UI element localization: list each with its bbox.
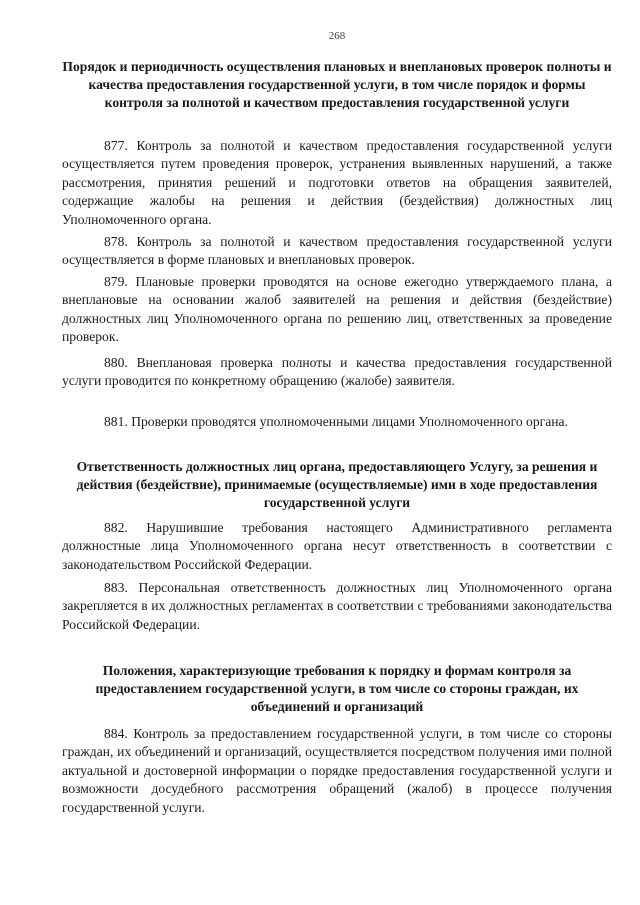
paragraph-884: 884. Контроль за предоставлением государственной услуги, в том числе со стороны граждан, их объединений и организаций, осуществляется посредством получения ими полной актуальной и достоверной информации о порядке предоставления государственной услуги и возможности досудебного рассмотрения обращений (жалоб) в процессе получения государственной услуги.: [62, 726, 612, 815]
paragraph-879: 879. Плановые проверки проводятся на основе ежегодно утверждаемого плана, а внеплановые на основании жалоб заявителей на решения и действия (бездействие) должностных лиц Уполномоченного органа по решению лиц, ответственных за проведение проверок.: [62, 274, 612, 345]
paragraph-882: 882. Нарушившие требования настоящего Административного регламента должностные лица Уполномоченного органа несут ответственность в соответствии с законодательством Российской Федерации.: [62, 520, 612, 572]
paragraph-881: 881. Проверки проводятся уполномоченными лицами Уполномоченного органа.: [104, 414, 568, 429]
paragraph-877: 877. Контроль за полнотой и качеством предоставления государственной услуги осуществляется путем проведения проверок, устранения выявленных нарушений, а также рассмотрения, принятия решений и подготовки ответов на обращения заявителей, содержащие жалобы на решения и действия (бездействия) должностных лиц Уполномоченного органа.: [62, 138, 612, 227]
paragraph-878: 878. Контроль за полнотой и качеством предоставления государственной услуги осуществляется в форме плановых и внеплановых проверок.: [62, 234, 612, 268]
paragraph-883: 883. Персональная ответственность должностных лиц Уполномоченного органа закрепляется в их должностных регламентах в соответствии с требованиями законодательства Российской Федерации.: [62, 580, 612, 632]
paragraph-880: 880. Внеплановая проверка полноты и качества предоставления государственной услуги проводится по конкретному обращению (жалобе) заявителя.: [62, 355, 612, 389]
page-number: 268: [328, 30, 346, 42]
section-heading-responsibility: Ответственность должностных лиц органа, предоставляющего Услугу, за решения и действия (бездействие), принимаемые (осуществляемые) ими в ходе предоставления государственной услуги: [76, 459, 598, 510]
section-heading-control-requirements: Положения, характеризующие требования к порядку и формам контроля за предоставлением государственной услуги, в том числе со стороны граждан, их объединений и организаций: [95, 663, 579, 714]
section-heading-control-order: Порядок и периодичность осуществления плановых и внеплановых проверок полноты и качества предоставления государственной услуги, в том числе порядок и формы контроля за полнотой и качеством предоставления государственной услуги: [62, 59, 612, 110]
